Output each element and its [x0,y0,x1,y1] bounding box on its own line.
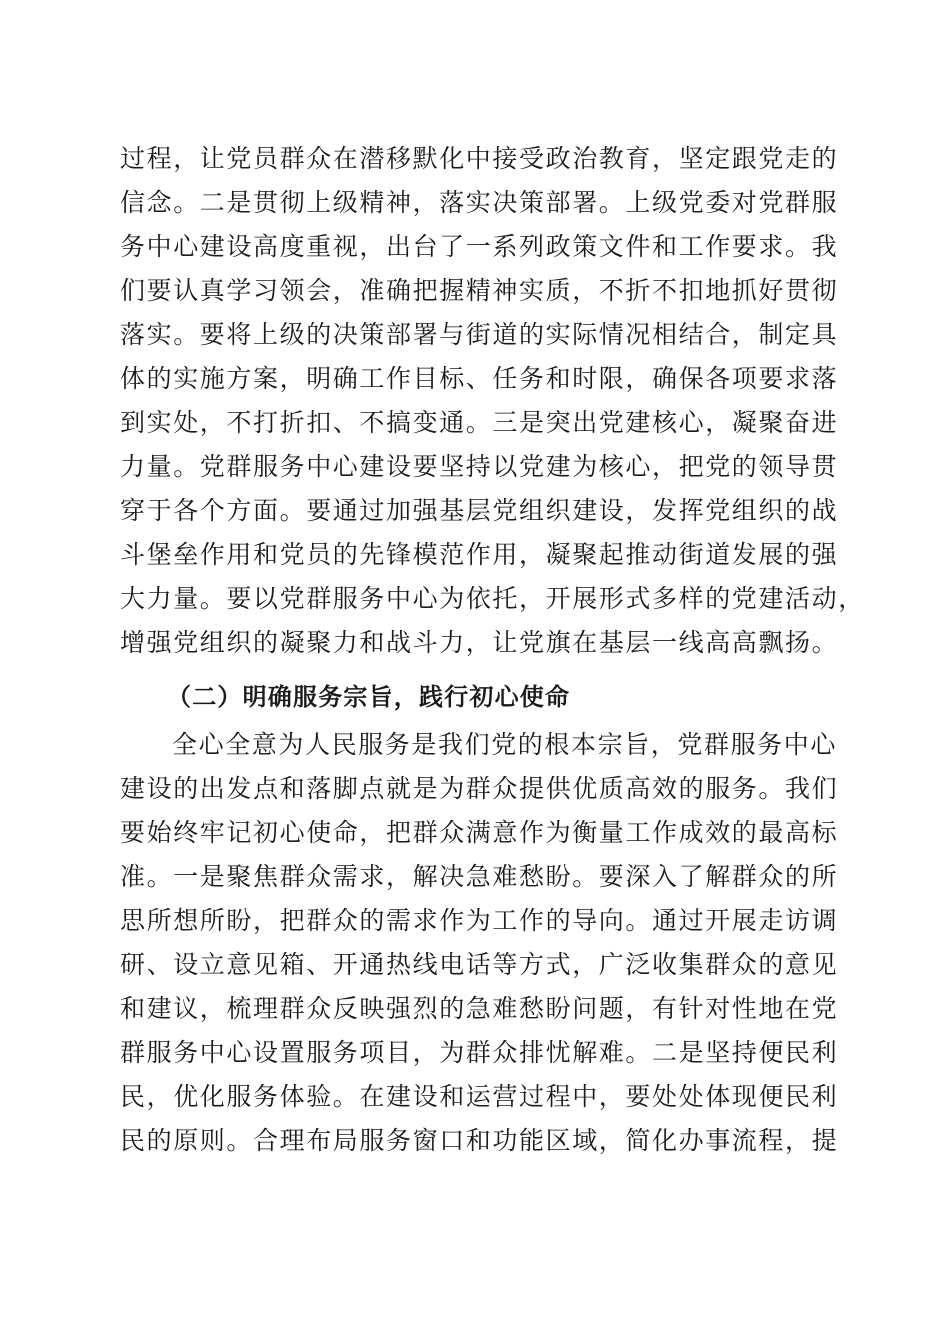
paragraph-line: 穿于各个方面。要通过加强基层党组织建设，发挥党组织的战 [120,496,839,525]
paragraph-line: 斗堡垒作用和党员的先锋模范作用，凝聚起推动街道发展的强 [120,540,839,569]
paragraph-line: 思所想所盼，把群众的需求作为工作的导向。通过开展走访调 [120,906,839,935]
paragraph-line: 要始终牢记初心使命，把群众满意作为衡量工作成效的最高标 [120,818,839,847]
paragraph-line: 力量。党群服务中心建设要坚持以党建为核心，把党的领导贯 [120,452,839,481]
paragraph-line: 信念。二是贯彻上级精神，落实决策部署。上级党委对党群服 [120,188,839,217]
paragraph-line: 体的实施方案，明确工作目标、任务和时限，确保各项要求落 [120,364,839,393]
paragraph-line: 落实。要将上级的决策部署与街道的实际情况相结合，制定具 [120,320,839,349]
paragraph-line: 全心全意为人民服务是我们党的根本宗旨，党群服务中心 [172,730,838,759]
paragraph-line: 们要认真学习领会，准确把握精神实质，不折不扣地抓好贯彻 [120,276,839,305]
paragraph-line: 增强党组织的凝聚力和战斗力，让党旗在基层一线高高飘扬。 [120,628,839,657]
paragraph-line: 民的原则。合理布局服务窗口和功能区域，简化办事流程，提 [120,1126,839,1155]
paragraph-line: 和建议，梳理群众反映强烈的急难愁盼问题，有针对性地在党 [120,994,839,1023]
paragraph-line: 民，优化服务体验。在建设和运营过程中，要处处体现便民利 [120,1082,839,1111]
paragraph-line: 准。一是聚焦群众需求，解决急难愁盼。要深入了解群众的所 [120,862,839,891]
paragraph-line: 大力量。要以党群服务中心为依托，开展形式多样的党建活动， [120,584,865,613]
paragraph-line: 到实处，不打折扣、不搞变通。三是突出党建核心，凝聚奋进 [120,408,839,437]
paragraph-line: 务中心建设高度重视，出台了一系列政策文件和工作要求。我 [120,232,839,261]
section-heading: （二）明确服务宗旨，践行初心使命 [167,683,571,711]
paragraph-line: 过程，让党员群众在潜移默化中接受政治教育，坚定跟党走的 [120,144,839,173]
paragraph-line: 建设的出发点和落脚点就是为群众提供优质高效的服务。我们 [120,774,839,803]
paragraph-line: 群服务中心设置服务项目，为群众排忧解难。二是坚持便民利 [120,1038,839,1067]
paragraph-line: 研、设立意见箱、开通热线电话等方式，广泛收集群众的意见 [120,950,839,979]
